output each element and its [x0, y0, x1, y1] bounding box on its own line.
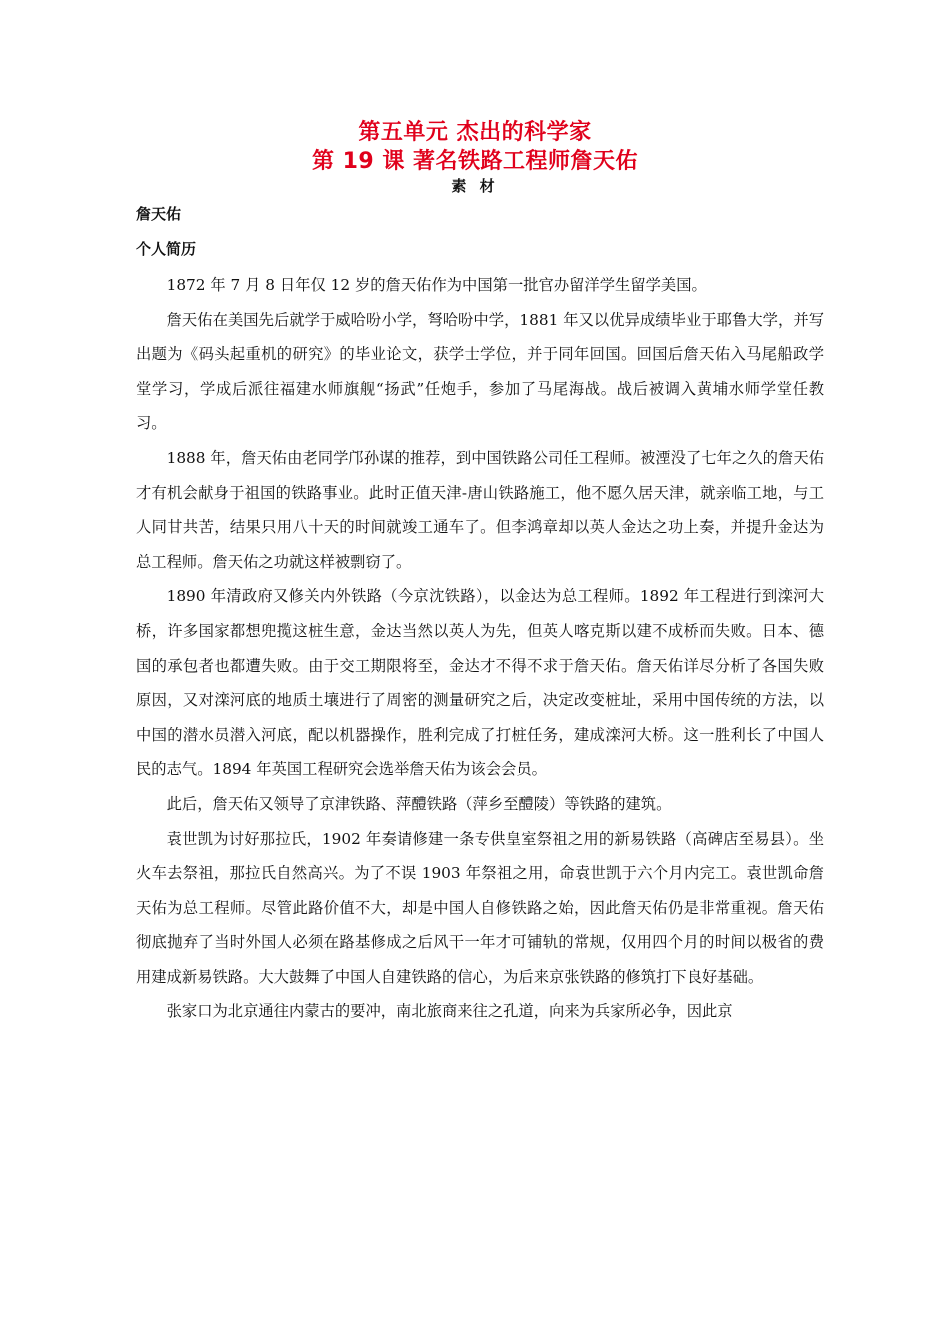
person-name-heading: 詹天佑	[136, 205, 182, 223]
paragraph: 1888 年，詹天佑由老同学邝孙谋的推荐，到中国铁路公司任工程师。被湮没了七年之久的詹天佑才有机会献身于祖国的铁路事业。此时正值天津-唐山铁路施工，他不愿久居天津，就亲临工地，与工人同甘共苦，结果只用八十天的时间就竣工通车了。但李鸿章却以英人金达之功上奏，并提升金达为总工程师。詹天佑之功就这样被剽窃了。	[136, 448, 824, 571]
resume-heading: 个人简历	[136, 240, 197, 258]
paragraph: 詹天佑在美国先后就学于威哈吩小学，弩哈吩中学，1881 年又以优异成绩毕业于耶鲁大学，并写出题为《码头起重机的研究》的毕业论文，获学士学位，并于同年回国。回国后詹天佑入马尾船政学堂学习，学成后派往福建水师旗舰“扬武”任炮手，参加了马尾海战。战后被调入黄埔水师学堂任教习。	[136, 310, 824, 433]
lesson-title: 第 19 课 著名铁路工程师詹天佑	[311, 149, 639, 174]
paragraph: 张家口为北京通往内蒙古的要冲，南北旅商来往之孔道，向来为兵家所必争，因此京	[166, 1002, 733, 1021]
paragraph: 此后，詹天佑又领导了京津铁路、萍醴铁路（萍乡至醴陵）等铁路的建筑。	[166, 794, 672, 813]
paragraph: 1872 年 7 月 8 日年仅 12 岁的詹天佑作为中国第一批官办留洋学生留学美国。	[166, 276, 707, 294]
material-subtitle: 素 材	[451, 177, 499, 195]
paragraph: 袁世凯为讨好那拉氏，1902 年奏请修建一条专供皇室祭祖之用的新易铁路（高碑店至易县）。坐火车去祭祖，那拉氏自然高兴。为了不误 1903 年祭祖之用，命袁世凯于六个月内完工。袁世凯命詹天佑为总工程师。尽管此路价值不大，却是中国人自修铁路之始，因此詹天佑仍是非常重视。詹天佑彻底抛弃了当时外国人必须在路基修成之后风干一年才可铺轨的常规，仅用四个月的时间以极省的费用建成新易铁路。大大鼓舞了中国人自建铁路的信心，为后来京张铁路的修筑打下良好基础。	[136, 829, 824, 986]
document-header	[0, 118, 950, 196]
paragraph: 1890 年清政府又修关内外铁路（今京沈铁路），以金达为总工程师。1892 年工程进行到滦河大桥，许多国家都想兜揽这桩生意，金达当然以英人为先，但英人喀克斯以建不成桥而失败。日本、德国的承包者也都遭失败。由于交工期限将至，金达才不得不求于詹天佑。詹天佑详尽分析了各国失败原因，又对滦河底的地质土壤进行了周密的测量研究之后，决定改变桩址，采用中国传统的方法，以中国的潜水员潜入河底，配以机器操作，胜利完成了打桩任务，建成滦河大桥。这一胜利长了中国人民的志气。1894 年英国工程研究会选举詹天佑为该会会员。	[136, 587, 824, 779]
document-body	[136, 200, 824, 1029]
unit-title: 第五单元 杰出的科学家	[358, 120, 592, 145]
